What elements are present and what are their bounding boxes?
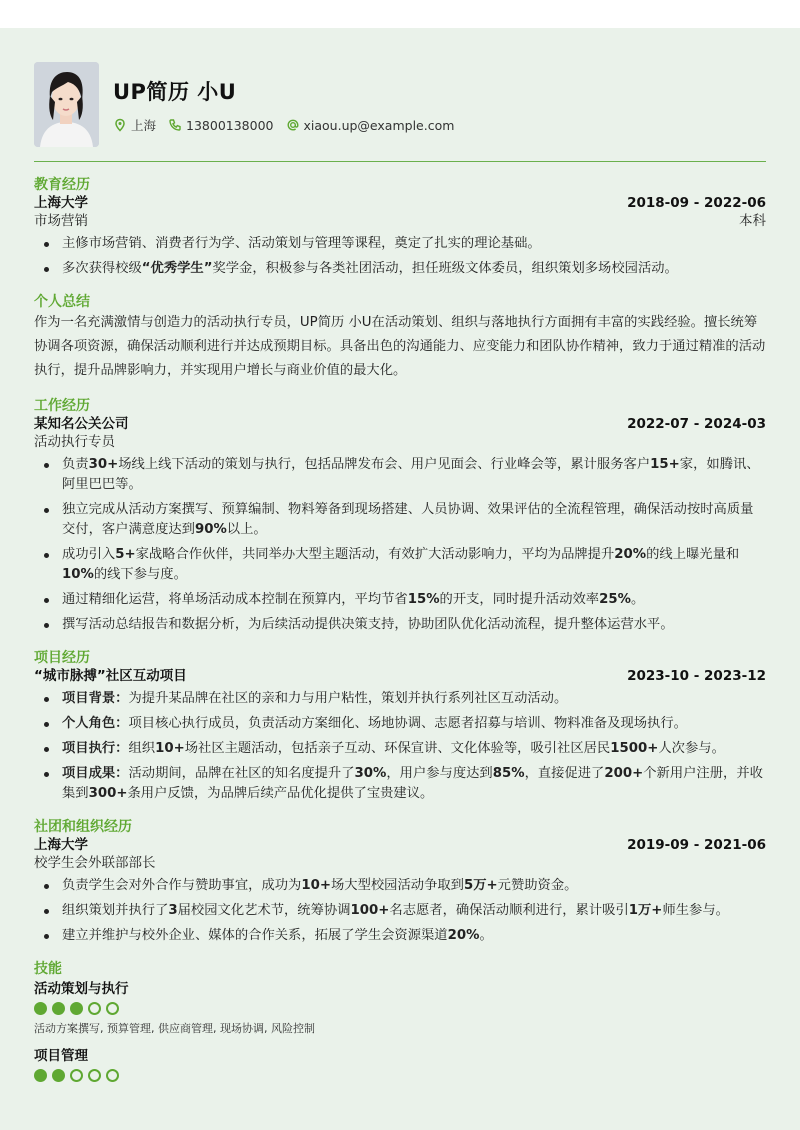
header-text bbox=[113, 62, 466, 134]
text-segment: 主修市场营销、消费者行为学、活动策划与管理等课程，奠定了扎实的理论基础。 bbox=[62, 236, 541, 251]
bold-text: 项目成果： bbox=[62, 766, 129, 781]
text-segment: 。 bbox=[479, 928, 493, 943]
resume-header bbox=[34, 62, 766, 147]
bullet-item bbox=[34, 901, 766, 921]
org-name: 上海大学 bbox=[34, 837, 88, 853]
education-section bbox=[34, 176, 766, 279]
bold-text: 90% bbox=[194, 522, 227, 537]
skill-dot-filled bbox=[34, 1002, 47, 1015]
bullet-item bbox=[34, 259, 766, 279]
education-sub-row bbox=[34, 212, 766, 230]
bold-text: 1500+ bbox=[610, 741, 659, 756]
bold-text: 项目背景： bbox=[62, 691, 129, 706]
bold-text: 30% bbox=[354, 766, 387, 781]
bullet-item bbox=[34, 926, 766, 946]
text-segment: 场社区主题活动，包括亲子互动、环保宣讲、文化体验等，吸引社区居民 bbox=[184, 741, 611, 756]
text-segment: 为提升某品牌在社区的亲和力与用户粘性，策划并执行系列社区互动活动。 bbox=[128, 691, 568, 706]
project-name: “城市脉搏”社区互动项目 bbox=[34, 668, 187, 684]
candidate-name: UP简历 小U bbox=[113, 80, 237, 104]
text-segment: 。 bbox=[630, 592, 645, 607]
text-segment: 名志愿者，确保活动顺利进行，累计吸引 bbox=[389, 903, 629, 918]
bold-text: 20% bbox=[447, 928, 480, 943]
bullet-item bbox=[34, 764, 766, 804]
text-segment: 成功引入 bbox=[62, 547, 116, 562]
bullet-item bbox=[34, 689, 766, 709]
text-segment: 项目核心执行成员，负责活动方案细化、场地协调、志愿者招募与培训、物料准备及现场执行。 bbox=[128, 716, 687, 731]
text-segment: 的线下参与度。 bbox=[93, 567, 187, 582]
bold-text: 5万+ bbox=[463, 878, 498, 893]
bold-text: 10% bbox=[62, 567, 94, 582]
bullet-list bbox=[34, 876, 766, 946]
bold-text: 300+ bbox=[88, 786, 128, 801]
skill-dot-filled bbox=[70, 1002, 83, 1015]
skills-section bbox=[34, 960, 766, 1082]
text-segment: 师生参与。 bbox=[662, 903, 729, 918]
skill-dot-empty bbox=[106, 1002, 119, 1015]
bold-text: “优秀学生” bbox=[141, 261, 213, 276]
bold-text: 200+ bbox=[604, 766, 644, 781]
bullet-item bbox=[34, 500, 766, 540]
skill-level-dots bbox=[34, 1002, 766, 1015]
text-segment: 以上。 bbox=[226, 522, 267, 537]
text-segment: 奖学金，积极参与各类社团活动，担任班级文体委员，组织策划多场校园活动。 bbox=[212, 261, 678, 276]
skill-dot-filled bbox=[34, 1069, 47, 1082]
bullet-list bbox=[34, 689, 766, 804]
text-segment: 的开支，同时提升活动效率 bbox=[439, 592, 600, 607]
bold-text: 3 bbox=[168, 903, 178, 918]
major: 市场营销 bbox=[34, 213, 88, 229]
phone-icon bbox=[168, 118, 182, 132]
text-segment: 组织 bbox=[128, 741, 156, 756]
company-name: 某知名公关公司 bbox=[34, 416, 129, 432]
section-title: 技能 bbox=[34, 961, 62, 977]
date-range: 2018-09 - 2022-06 bbox=[627, 195, 766, 211]
club-header-row bbox=[34, 836, 766, 854]
contact-row bbox=[113, 116, 466, 134]
text-segment: 人次参与。 bbox=[658, 741, 725, 756]
bold-text: 10+ bbox=[155, 741, 185, 756]
work-header-row bbox=[34, 415, 766, 433]
text-segment: 撰写活动总结报告和数据分析，为后续活动提供决策支持，协助团队优化活动流程，提升整体运营水平。 bbox=[62, 617, 674, 632]
section-title: 工作经历 bbox=[34, 398, 90, 414]
text-segment: 家战略合作伙伴，共同举办大型主题活动，有效扩大活动影响力，平均为品牌提升 bbox=[135, 547, 615, 562]
at-sign-icon bbox=[286, 118, 300, 132]
section-title: 个人总结 bbox=[34, 294, 90, 310]
bold-text: 个人角色： bbox=[62, 716, 129, 731]
work-section bbox=[34, 397, 766, 635]
skill-item bbox=[34, 1047, 766, 1082]
avatar-photo bbox=[34, 62, 99, 147]
skill-item bbox=[34, 980, 766, 1037]
text-segment: 届校园文化艺术节，统筹协调 bbox=[177, 903, 351, 918]
section-title: 社团和组织经历 bbox=[34, 819, 132, 835]
text-segment: 条用户反馈，为品牌后续产品优化提供了宝贵建议。 bbox=[127, 786, 434, 801]
club-section bbox=[34, 818, 766, 946]
bold-text: 15+ bbox=[650, 457, 680, 472]
text-segment: 活动期间，品牌在社区的知名度提升了 bbox=[128, 766, 355, 781]
text-segment: 负责 bbox=[62, 457, 89, 472]
phone-text: 13800138000 bbox=[186, 117, 274, 133]
header-divider bbox=[34, 161, 766, 162]
contact-location bbox=[113, 116, 156, 134]
bold-text: 1万+ bbox=[628, 903, 663, 918]
text-segment: 元赞助资金。 bbox=[497, 878, 578, 893]
bullet-item bbox=[34, 739, 766, 759]
bold-text: 100+ bbox=[350, 903, 390, 918]
degree: 本科 bbox=[739, 213, 766, 229]
education-header-row bbox=[34, 194, 766, 212]
text-segment: 负责学生会对外合作与赞助事宜，成功为 bbox=[62, 878, 302, 893]
skill-dot-filled bbox=[52, 1002, 65, 1015]
summary-section bbox=[34, 293, 766, 383]
bullet-item bbox=[34, 545, 766, 585]
text-segment: ，用户参与度达到 bbox=[386, 766, 493, 781]
text-segment: 场大型校园活动争取到 bbox=[331, 878, 464, 893]
text-segment: 场线上线下活动的策划与执行，包括品牌发布会、用户见面会、行业峰会等，累计服务客户 bbox=[118, 457, 651, 472]
school-name: 上海大学 bbox=[34, 195, 88, 211]
bold-text: 15% bbox=[407, 592, 440, 607]
project-header-row bbox=[34, 667, 766, 685]
avatar bbox=[34, 62, 99, 147]
bold-text: 85% bbox=[492, 766, 525, 781]
text-segment: 家，如腾讯、阿里巴巴等。 bbox=[62, 457, 760, 492]
skill-dot-empty bbox=[106, 1069, 119, 1082]
project-section bbox=[34, 649, 766, 804]
text-segment: 个新用户注册，并收集到 bbox=[62, 766, 763, 801]
bold-text: 5+ bbox=[115, 547, 136, 562]
text-segment: 独立完成从活动方案撰写、预算编制、物料筹备到现场搭建、人员协调、效果评估的全流程管理，确保活动按时高质量交付，客户满意度达到 bbox=[62, 502, 754, 537]
date-range: 2022-07 - 2024-03 bbox=[627, 416, 766, 432]
bullet-item bbox=[34, 455, 766, 495]
text-segment: ，直接促进了 bbox=[524, 766, 605, 781]
bullet-list bbox=[34, 455, 766, 635]
skill-description: 活动方案撰写, 预算管理, 供应商管理, 现场协调, 风险控制 bbox=[34, 1022, 315, 1035]
resume-page bbox=[0, 28, 800, 1082]
text-segment: 建立并维护与校外企业、媒体的合作关系，拓展了学生会资源渠道 bbox=[62, 928, 448, 943]
skill-dot-empty bbox=[70, 1069, 83, 1082]
job-role: 活动执行专员 bbox=[34, 434, 115, 450]
text-segment: 组织策划并执行了 bbox=[62, 903, 169, 918]
text-segment: 通过精细化运营，将单场活动成本控制在预算内，平均节省 bbox=[62, 592, 408, 607]
email-text[interactable]: xiaou.up@example.com bbox=[303, 117, 455, 133]
bold-text: 20% bbox=[614, 547, 647, 562]
location-text: 上海 bbox=[131, 118, 157, 133]
bullet-item bbox=[34, 876, 766, 896]
text-segment: 的线上曝光量和 bbox=[646, 547, 740, 562]
contact-email[interactable] bbox=[286, 118, 455, 133]
summary-text: 作为一名充满激情与创造力的活动执行专员，UP简历 小U在活动策划、组织与落地执行方面拥有丰富的实践经验。擅长统筹协调各项资源，确保活动顺利进行并达成预期目标。具备出色的沟通能力、应变能力和团队协作精神，致力于通过精准的活动执行，提升品牌影响力，并实现用户增长与商业价值的最大化。 bbox=[34, 315, 766, 378]
skill-dot-empty bbox=[88, 1002, 101, 1015]
bullet-item bbox=[34, 714, 766, 734]
bold-text: 项目执行： bbox=[62, 741, 129, 756]
bullet-item bbox=[34, 590, 766, 610]
bold-text: 25% bbox=[599, 592, 631, 607]
top-bar bbox=[0, 0, 800, 28]
skill-name: 活动策划与执行 bbox=[34, 981, 129, 997]
section-title: 项目经历 bbox=[34, 650, 90, 666]
date-range: 2019-09 - 2021-06 bbox=[627, 837, 766, 853]
bullet-item bbox=[34, 234, 766, 254]
skill-level-dots bbox=[34, 1069, 766, 1082]
bold-text: 30+ bbox=[88, 457, 119, 472]
text-segment: 多次获得校级 bbox=[62, 261, 142, 276]
bullet-list bbox=[34, 234, 766, 279]
bold-text: 10+ bbox=[301, 878, 331, 893]
location-pin-icon bbox=[113, 118, 127, 132]
skill-name: 项目管理 bbox=[34, 1048, 88, 1064]
date-range: 2023-10 - 2023-12 bbox=[627, 668, 766, 684]
bullet-item bbox=[34, 615, 766, 635]
skill-dot-empty bbox=[88, 1069, 101, 1082]
contact-phone bbox=[168, 118, 273, 133]
club-role: 校学生会外联部部长 bbox=[34, 855, 156, 871]
skill-dot-filled bbox=[52, 1069, 65, 1082]
section-title: 教育经历 bbox=[34, 177, 90, 193]
